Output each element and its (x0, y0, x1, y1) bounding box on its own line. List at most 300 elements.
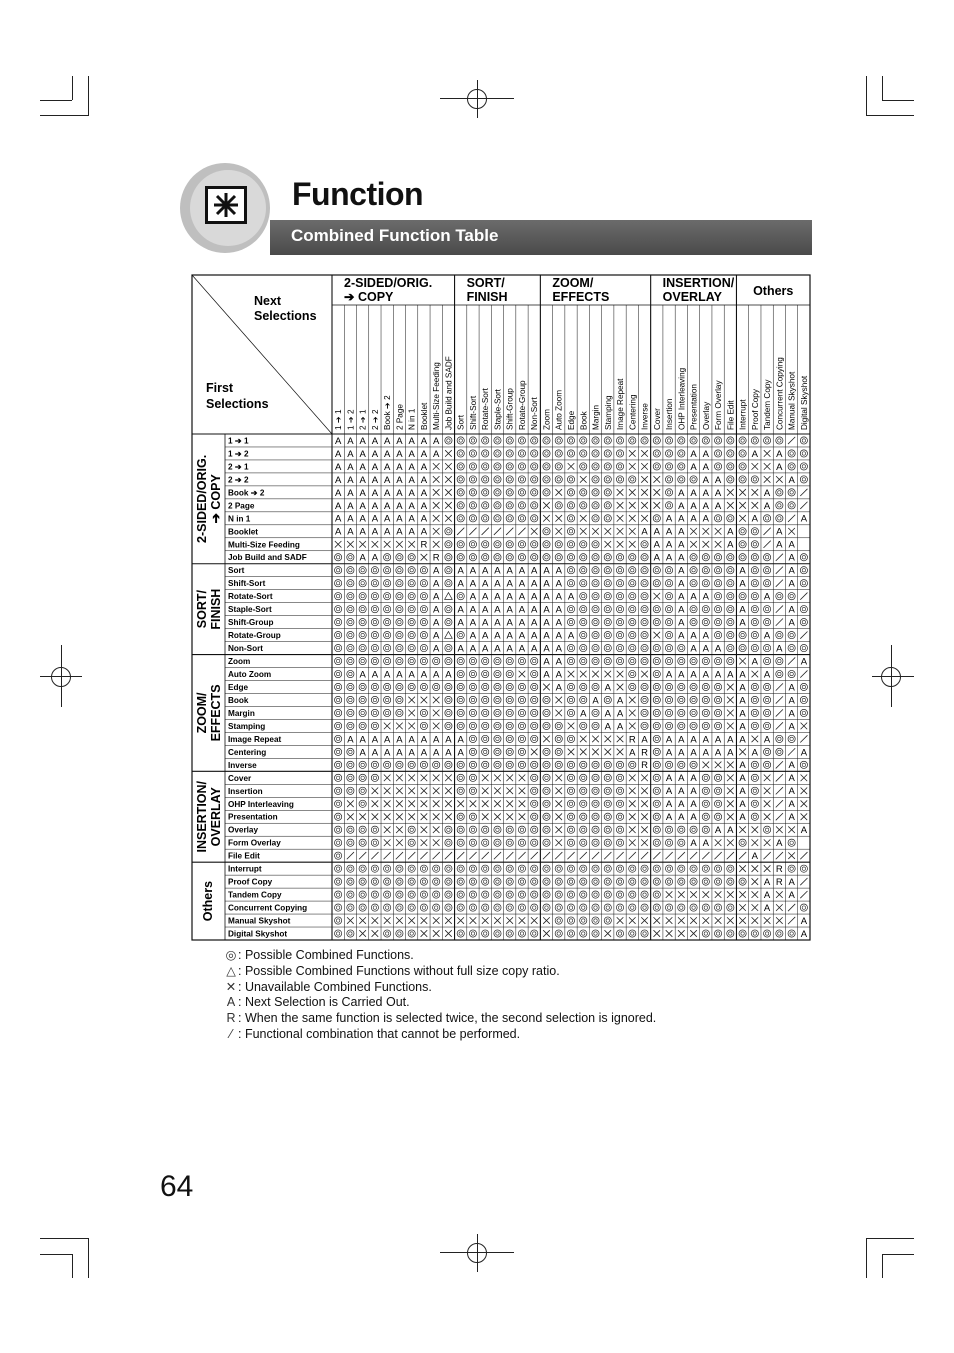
column-group-label: 2-SIDED/ORIG. ➔ COPY (344, 276, 433, 304)
possible-combined-icon (482, 554, 489, 561)
possible-combined-icon (606, 465, 609, 468)
possible-combined-icon (471, 543, 474, 546)
possible-combined-icon (557, 880, 560, 883)
possible-combined-icon (665, 657, 672, 664)
possible-combined-icon (790, 465, 793, 468)
possible-combined-icon (567, 580, 574, 587)
possible-combined-icon (616, 567, 623, 574)
possible-combined-icon (616, 787, 623, 794)
cell-value-a: A (359, 487, 366, 499)
possible-combined-icon (518, 722, 525, 729)
possible-combined-icon (751, 593, 758, 600)
possible-combined-icon (545, 452, 548, 455)
possible-combined-icon (655, 569, 658, 572)
possible-combined-icon (496, 465, 499, 468)
cross-icon (727, 710, 734, 717)
possible-combined-icon (447, 530, 450, 533)
possible-combined-icon (618, 880, 621, 883)
cross-icon (703, 917, 710, 924)
possible-combined-icon (335, 826, 342, 833)
cross-icon (617, 684, 624, 691)
cross-icon (580, 528, 587, 535)
possible-combined-icon (702, 787, 709, 794)
possible-combined-icon (420, 709, 427, 716)
possible-combined-icon (702, 800, 709, 807)
possible-combined-icon (506, 437, 513, 444)
cell-value-a: A (665, 747, 673, 759)
cross-icon (764, 450, 771, 457)
possible-combined-icon (778, 932, 781, 935)
possible-combined-icon (765, 763, 768, 766)
possible-combined-icon (604, 696, 611, 703)
possible-combined-icon (469, 865, 476, 872)
possible-combined-icon (727, 593, 734, 600)
cell-value-a: A (702, 747, 709, 759)
possible-combined-icon (643, 556, 646, 559)
possible-combined-icon (445, 865, 452, 872)
triangle-icon (445, 632, 453, 639)
cell-value-a: A (494, 643, 501, 655)
cell-value-a: A (739, 682, 746, 694)
possible-combined-icon (484, 698, 487, 701)
possible-combined-icon (788, 489, 795, 496)
possible-combined-icon (665, 463, 672, 470)
cell-value-a: A (678, 552, 685, 564)
possible-combined-icon (557, 763, 560, 766)
possible-combined-icon (469, 826, 476, 833)
possible-combined-icon (447, 906, 450, 909)
possible-combined-icon (408, 593, 415, 600)
possible-combined-icon (592, 541, 599, 548)
possible-combined-icon (359, 593, 366, 600)
possible-combined-icon (398, 569, 401, 572)
possible-combined-icon (653, 657, 660, 664)
cell-value-r: R (641, 760, 648, 772)
possible-combined-icon (569, 698, 572, 701)
possible-combined-icon (469, 489, 476, 496)
possible-combined-icon (518, 878, 525, 885)
possible-combined-icon (665, 632, 672, 639)
possible-combined-icon (594, 465, 597, 468)
cross-icon (752, 917, 759, 924)
cell-value-a: A (359, 461, 366, 473)
row-label: Sort (228, 566, 245, 576)
possible-combined-icon (727, 606, 734, 613)
cross-icon (592, 671, 599, 678)
possible-combined-icon (457, 502, 464, 509)
cell-value-r: R (641, 747, 648, 759)
possible-combined-icon (543, 865, 550, 872)
possible-combined-icon (508, 556, 511, 559)
cell-value-a: A (359, 500, 366, 512)
cross-icon (653, 593, 660, 600)
possible-combined-icon (580, 839, 587, 846)
row-label: Proof Copy (228, 877, 273, 887)
possible-combined-icon (680, 867, 683, 870)
possible-combined-icon (508, 906, 511, 909)
possible-combined-icon (469, 541, 476, 548)
possible-combined-icon (606, 776, 609, 779)
possible-combined-icon (533, 672, 536, 675)
slash-icon (776, 852, 783, 859)
row-group-label: ZOOM/EFFECTS (195, 684, 223, 742)
possible-combined-icon (692, 698, 695, 701)
cross-icon (739, 658, 746, 665)
possible-combined-icon (631, 633, 634, 636)
possible-combined-icon (580, 489, 587, 496)
possible-combined-icon (702, 865, 709, 872)
possible-combined-icon (471, 724, 474, 727)
possible-combined-icon (582, 543, 585, 546)
cross-icon (690, 917, 697, 924)
possible-combined-icon (471, 815, 474, 818)
possible-combined-icon (445, 580, 452, 587)
possible-combined-icon (459, 815, 462, 818)
possible-combined-icon (790, 737, 793, 740)
possible-combined-icon (680, 439, 683, 442)
cell-value-a: A (469, 604, 477, 616)
possible-combined-icon (408, 865, 415, 872)
cross-icon (715, 839, 722, 846)
possible-combined-icon (531, 502, 538, 509)
cross-icon (653, 917, 660, 924)
possible-combined-icon (764, 709, 771, 716)
possible-combined-icon (433, 904, 440, 911)
possible-combined-icon (359, 904, 366, 911)
possible-combined-icon (359, 567, 366, 574)
possible-combined-icon (557, 724, 560, 727)
cell-value-a: A (714, 643, 722, 655)
possible-combined-icon (753, 802, 756, 805)
possible-combined-icon (716, 880, 719, 883)
possible-combined-icon (457, 891, 464, 898)
possible-combined-icon (371, 696, 378, 703)
cross-icon (421, 554, 428, 561)
cross-icon (653, 502, 660, 509)
possible-combined-icon (629, 657, 636, 664)
cell-value-a: A (445, 734, 452, 746)
possible-combined-icon (653, 580, 660, 587)
possible-combined-icon (471, 906, 474, 909)
possible-combined-icon (545, 802, 548, 805)
slash-icon (482, 852, 489, 859)
possible-combined-icon (385, 867, 388, 870)
cross-icon (421, 917, 428, 924)
possible-combined-icon (373, 724, 376, 727)
cross-icon (703, 528, 710, 535)
possible-combined-icon (545, 465, 548, 468)
column-group-label: ZOOM/ EFFECTS (552, 276, 610, 304)
possible-combined-icon (484, 880, 487, 883)
possible-combined-icon (567, 865, 574, 872)
cell-value-a: A (702, 474, 709, 486)
cell-value-a: A (433, 604, 440, 616)
slash-icon (776, 554, 783, 561)
possible-combined-icon (582, 919, 585, 922)
possible-combined-icon (361, 893, 364, 896)
cell-value-a: A (482, 643, 489, 655)
possible-combined-icon (567, 774, 574, 781)
possible-combined-icon (494, 891, 501, 898)
possible-combined-icon (373, 582, 376, 585)
cell-value-a: A (420, 500, 428, 512)
cell-value-a: A (678, 526, 685, 538)
possible-combined-icon (582, 633, 585, 636)
possible-combined-icon (531, 839, 538, 846)
possible-combined-icon (594, 556, 597, 559)
possible-combined-icon (606, 607, 609, 610)
cell-value-a: A (788, 578, 795, 590)
possible-combined-icon (545, 543, 548, 546)
possible-combined-icon (714, 657, 721, 664)
cell-value-a: A (433, 643, 440, 655)
possible-combined-icon (508, 880, 511, 883)
column-header: Job Build and SADF (444, 356, 454, 430)
possible-combined-icon (335, 852, 342, 859)
possible-combined-icon (385, 698, 388, 701)
possible-combined-icon (800, 476, 807, 483)
cross-icon (604, 528, 611, 535)
slash-icon (764, 852, 771, 859)
possible-combined-icon (641, 657, 648, 664)
possible-combined-icon (567, 567, 574, 574)
possible-combined-icon (753, 633, 756, 636)
possible-combined-icon (335, 761, 342, 768)
possible-combined-icon (349, 893, 352, 896)
cell-value-a: A (763, 487, 771, 499)
slash-icon (384, 852, 391, 859)
cross-icon (372, 787, 379, 794)
possible-combined-icon (555, 930, 562, 937)
cross-icon (752, 865, 759, 872)
possible-combined-icon (616, 800, 623, 807)
possible-combined-icon (469, 515, 476, 522)
possible-combined-icon (788, 632, 795, 639)
cross-icon (641, 476, 648, 483)
cell-value-a: A (690, 669, 697, 681)
possible-combined-icon (398, 867, 401, 870)
possible-combined-icon (384, 891, 391, 898)
possible-combined-icon (765, 607, 768, 610)
possible-combined-icon (533, 737, 536, 740)
possible-combined-icon (592, 632, 599, 639)
possible-combined-icon (567, 839, 574, 846)
cross-icon (384, 541, 391, 548)
possible-combined-icon (631, 569, 634, 572)
possible-combined-icon (567, 619, 574, 626)
possible-combined-icon (361, 659, 364, 662)
slash-icon (641, 852, 648, 859)
cell-value-a: A (776, 539, 783, 551)
cell-value-a: A (616, 721, 624, 733)
possible-combined-icon (508, 828, 511, 831)
column-header: Sort (456, 414, 466, 430)
cross-icon (396, 813, 403, 820)
possible-combined-icon (582, 452, 585, 455)
possible-combined-icon (567, 515, 574, 522)
possible-combined-icon (704, 724, 707, 727)
cross-icon (506, 787, 513, 794)
column-header: 1 ➔ 2 (346, 409, 356, 430)
possible-combined-icon (692, 659, 695, 662)
cell-value-a: A (788, 565, 795, 577)
possible-combined-icon (667, 906, 670, 909)
possible-combined-icon (557, 932, 560, 935)
possible-combined-icon (469, 502, 476, 509)
cross-icon (752, 839, 759, 846)
possible-combined-icon (385, 906, 388, 909)
possible-combined-icon (678, 696, 685, 703)
possible-combined-icon (655, 711, 658, 714)
possible-combined-icon (582, 569, 585, 572)
possible-combined-icon (543, 813, 550, 820)
cross-icon (629, 787, 636, 794)
possible-combined-icon (482, 450, 489, 457)
possible-combined-icon (506, 502, 513, 509)
possible-combined-icon (533, 659, 536, 662)
possible-combined-icon (396, 683, 403, 690)
possible-combined-icon (665, 606, 672, 613)
possible-combined-icon (408, 930, 415, 937)
possible-combined-icon (616, 619, 623, 626)
cell-value-a: A (543, 656, 550, 668)
cross-icon (739, 502, 746, 509)
possible-combined-icon (433, 657, 440, 664)
cross-icon (421, 826, 428, 833)
possible-combined-icon (384, 930, 391, 937)
possible-combined-icon (582, 815, 585, 818)
possible-combined-icon (716, 607, 719, 610)
possible-combined-icon (555, 437, 562, 444)
possible-combined-icon (802, 465, 805, 468)
possible-combined-icon (580, 761, 587, 768)
cross-icon (739, 826, 746, 833)
possible-combined-icon (655, 607, 658, 610)
cell-value-a: A (751, 448, 759, 460)
possible-combined-icon (604, 839, 611, 846)
possible-combined-icon (569, 478, 572, 481)
possible-combined-icon (604, 657, 611, 664)
possible-combined-icon (494, 683, 501, 690)
cross-icon (641, 787, 648, 794)
possible-combined-icon (420, 878, 427, 885)
slash-icon (494, 852, 501, 859)
row-label: Manual Skyshot (228, 916, 291, 926)
row-label: Booklet (228, 527, 259, 537)
possible-combined-icon (518, 930, 525, 937)
possible-combined-icon (580, 813, 587, 820)
possible-combined-icon (606, 789, 609, 792)
possible-combined-icon (410, 582, 413, 585)
cross-icon (347, 800, 354, 807)
possible-combined-icon (445, 904, 452, 911)
possible-combined-icon (716, 620, 719, 623)
possible-combined-icon (716, 452, 719, 455)
possible-combined-icon (716, 724, 719, 727)
possible-combined-icon (361, 828, 364, 831)
possible-combined-icon (533, 802, 536, 805)
possible-combined-icon (716, 711, 719, 714)
cell-value-a: A (690, 461, 697, 473)
cross-icon (555, 826, 562, 833)
possible-combined-icon (459, 789, 462, 792)
possible-combined-icon (788, 463, 795, 470)
possible-combined-icon (739, 644, 746, 651)
possible-combined-icon (410, 659, 413, 662)
possible-combined-icon (802, 685, 805, 688)
possible-combined-icon (557, 452, 560, 455)
possible-combined-icon (751, 709, 758, 716)
cross-icon (617, 515, 624, 522)
possible-combined-icon (802, 569, 805, 572)
possible-combined-icon (371, 606, 378, 613)
cell-value-a: A (555, 565, 562, 577)
cell-value-a: A (457, 747, 464, 759)
possible-combined-icon (508, 478, 511, 481)
possible-combined-icon (765, 646, 768, 649)
possible-combined-icon (655, 620, 658, 623)
possible-combined-icon (496, 543, 499, 546)
possible-combined-icon (616, 904, 623, 911)
cross-icon (801, 775, 808, 782)
possible-combined-icon (482, 839, 489, 846)
possible-combined-icon (778, 594, 781, 597)
column-header: Interrupt (738, 399, 748, 430)
row-group-label: SORT/FINISH (195, 588, 223, 630)
possible-combined-icon (569, 711, 572, 714)
possible-combined-icon (604, 826, 611, 833)
possible-combined-icon (618, 763, 621, 766)
cell-value-r: R (432, 552, 440, 564)
possible-combined-icon (420, 580, 427, 587)
possible-combined-icon (594, 880, 597, 883)
possible-combined-icon (702, 657, 709, 664)
possible-combined-icon (518, 891, 525, 898)
possible-combined-icon (347, 774, 354, 781)
possible-combined-icon (555, 865, 562, 872)
possible-combined-icon (459, 893, 462, 896)
cell-value-a: A (678, 669, 685, 681)
cross-icon (519, 800, 526, 807)
possible-combined-icon (802, 698, 805, 701)
possible-combined-icon (753, 646, 756, 649)
possible-combined-icon (631, 607, 634, 610)
cell-value-a: A (690, 747, 697, 759)
cell-value-a: A (555, 682, 562, 694)
possible-combined-icon (445, 541, 452, 548)
cell-value-a: A (494, 578, 501, 590)
possible-combined-icon (643, 659, 646, 662)
possible-combined-icon (373, 569, 376, 572)
cell-value-a: A (494, 604, 501, 616)
cross-icon (788, 826, 795, 833)
possible-combined-icon (802, 867, 805, 870)
possible-combined-icon (545, 893, 548, 896)
possible-combined-icon (606, 569, 609, 572)
possible-combined-icon (396, 593, 403, 600)
cross-icon (445, 787, 452, 794)
possible-combined-icon (359, 644, 366, 651)
possible-combined-icon (741, 594, 744, 597)
possible-combined-icon (482, 735, 489, 742)
possible-combined-icon (692, 880, 695, 883)
possible-combined-icon (653, 515, 660, 522)
possible-combined-icon (335, 606, 342, 613)
possible-combined-icon (361, 802, 364, 805)
possible-combined-icon (618, 594, 621, 597)
possible-combined-icon (408, 904, 415, 911)
cell-value-a: A (518, 591, 526, 603)
